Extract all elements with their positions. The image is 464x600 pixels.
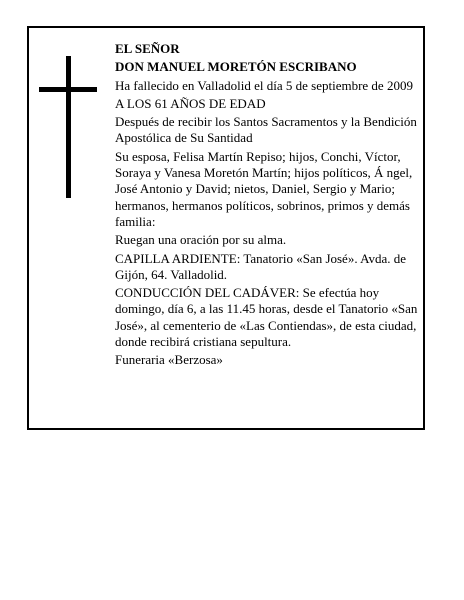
death-info: Ha fallecido en Valladolid el día 5 de septiembre de 2009 <box>115 77 413 93</box>
cross-icon <box>39 56 97 198</box>
cross-horizontal-bar <box>39 87 97 92</box>
sacraments-line: Después de recibir los Santos Sacramentos y la Bendición Apostólica de Su Santidad <box>115 114 417 146</box>
notice-title: EL SEÑOR <box>115 41 180 56</box>
deceased-name: DON MANUEL MORETÓN ESCRIBANO <box>115 59 357 75</box>
family-list: Su esposa, Felisa Martín Repiso; hijos, Conchi, Víctor, Soraya y Vanesa Moretón Martín; hijos políticos, Á ngel, José Antonio y David; nietos, Daniel, Sergio y Mario; hermanos, hermanos políticos, sobrinos, primos y demás familia: <box>115 148 413 229</box>
funeral-home: Funeraria «Berzosa» <box>115 352 223 368</box>
obituary-notice <box>27 26 425 430</box>
notice-text <box>115 41 419 371</box>
cross-vertical-bar <box>66 56 71 198</box>
age-line: A LOS 61 AÑOS DE EDAD <box>115 95 266 111</box>
procession-info: CONDUCCIÓN DEL CADÁVER: Se efectúa hoy domingo, día 6, a las 11.45 horas, desde el Tanatorio «San José», al cementerio de «Las Contiendas», de esta ciudad, donde recibirá cristiana sepultura. <box>115 285 418 350</box>
chapel-info: CAPILLA ARDIENTE: Tanatorio «San José». Avda. de Gijón, 64. Valladolid. <box>115 250 407 282</box>
prayer-request: Ruegan una oración por su alma. <box>115 232 287 248</box>
